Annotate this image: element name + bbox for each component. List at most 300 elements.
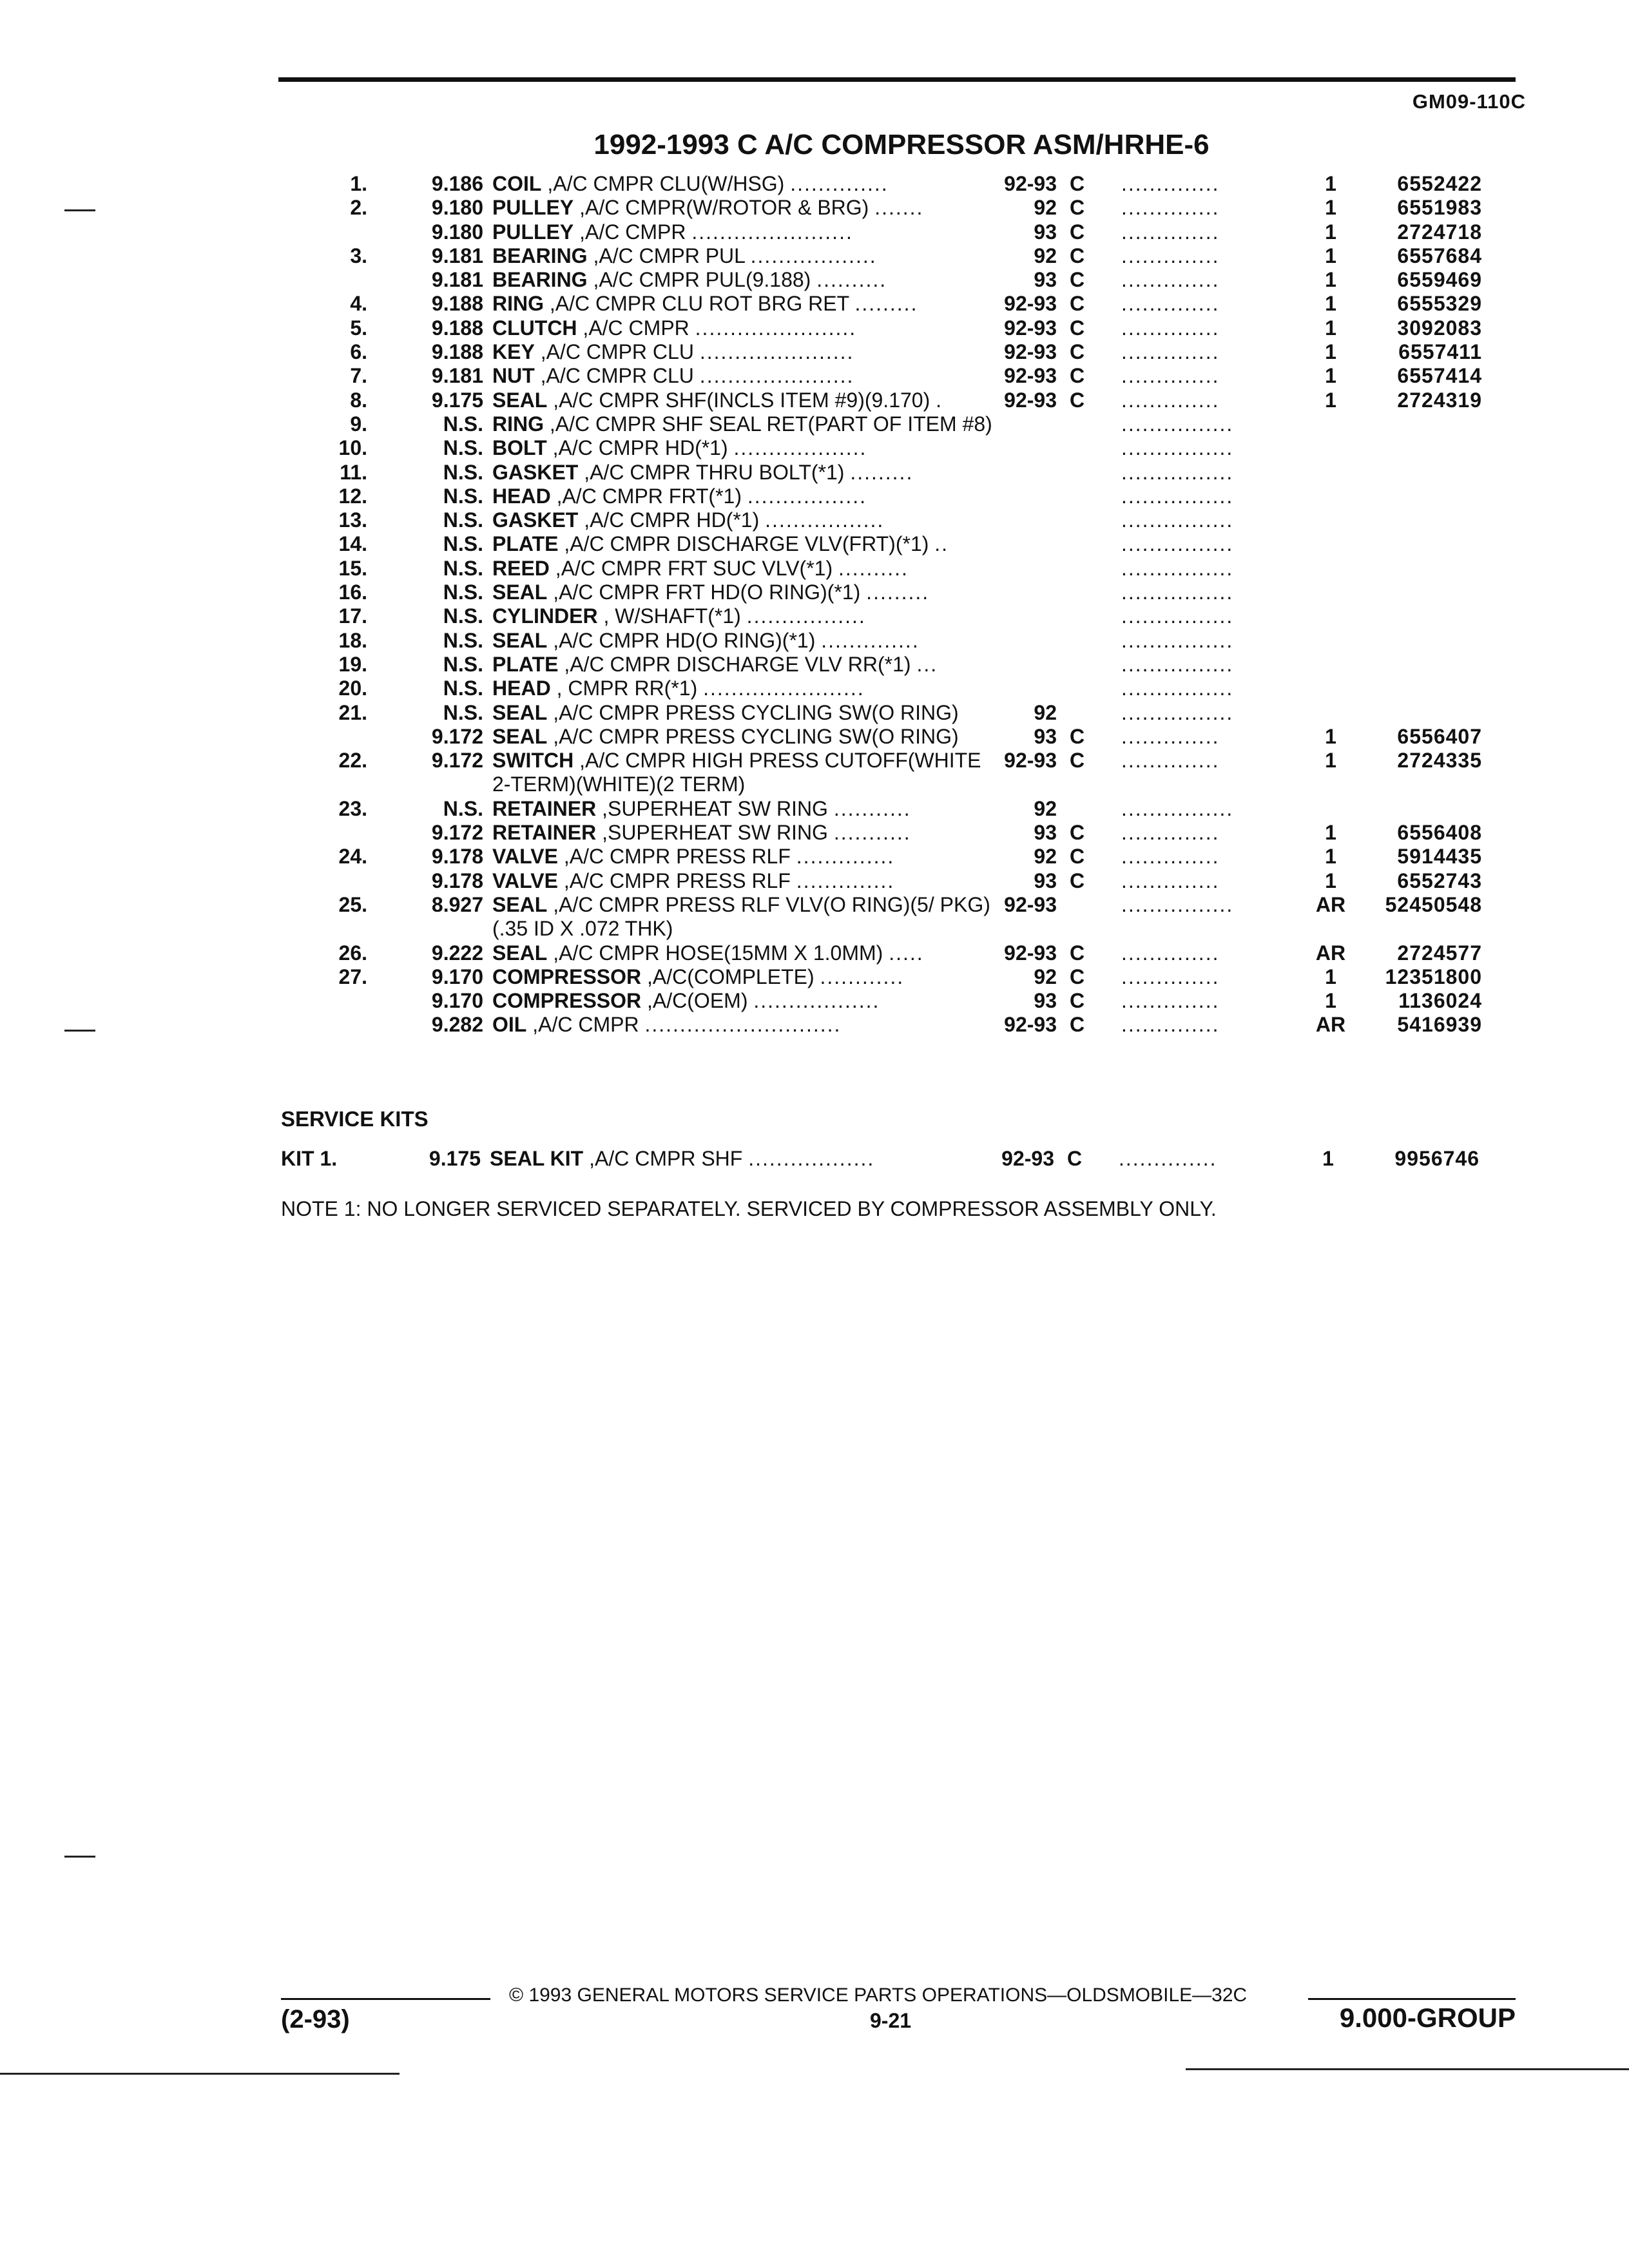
- kit-leader: ..............: [1119, 1147, 1217, 1170]
- part-name: GASKET: [492, 460, 579, 484]
- part-desc: ,A/C CMPR SHF SEAL RET(PART OF ITEM #8): [549, 412, 992, 436]
- part-desc: ,A/C CMPR CLU: [540, 340, 694, 364]
- item-number: 11.: [340, 460, 367, 484]
- part-row: [284, 629, 1521, 653]
- quantity: AR: [1315, 941, 1346, 965]
- quantity: AR: [1315, 1013, 1346, 1037]
- part-number: [1353, 412, 1482, 436]
- leader-dots: ................: [1121, 700, 1234, 724]
- years: 92-93: [1004, 1013, 1057, 1037]
- series: C: [1070, 821, 1085, 845]
- years: [992, 604, 1057, 628]
- series: [1057, 677, 1102, 700]
- series: [1057, 653, 1102, 677]
- part-row: [284, 268, 1521, 292]
- part-name: SEAL: [492, 892, 548, 916]
- part-desc: ,A/C CMPR PRESS RLF: [563, 869, 791, 892]
- part-description: [483, 653, 992, 677]
- series: C: [1070, 196, 1085, 220]
- years: 92-93: [1004, 364, 1057, 388]
- quantity: 1: [1325, 172, 1336, 195]
- years: 93: [1034, 989, 1057, 1013]
- series: [1057, 581, 1102, 604]
- part-row: [284, 316, 1521, 340]
- part-number: [1353, 629, 1482, 653]
- part-row: [284, 485, 1521, 508]
- part-name: SWITCH: [492, 749, 574, 773]
- part-row: [284, 436, 1521, 460]
- years: [992, 557, 1057, 581]
- years: [992, 532, 1057, 556]
- group-number: N.S.: [443, 436, 483, 460]
- quantity: [1308, 797, 1353, 821]
- item-number: 20.: [338, 677, 367, 700]
- part-number: 6556407: [1397, 724, 1482, 748]
- quantity: [1308, 677, 1353, 700]
- item-number: [284, 1013, 367, 1037]
- part-name: SEAL: [492, 628, 548, 652]
- series: C: [1070, 965, 1085, 988]
- part-dots: .........: [850, 460, 914, 484]
- part-description: [483, 532, 992, 556]
- quantity: 1: [1325, 845, 1336, 869]
- part-dots: ..................: [753, 989, 880, 1013]
- quantity: 1: [1325, 869, 1336, 892]
- quantity: [1308, 653, 1353, 677]
- part-name: HEAD: [492, 484, 551, 508]
- item-number: 10.: [338, 436, 367, 460]
- leader-dots: ................: [1121, 796, 1234, 820]
- part-row: [284, 172, 1521, 196]
- group-number: 9.170: [431, 965, 483, 988]
- item-number: 19.: [338, 652, 367, 676]
- part-description: [483, 364, 992, 388]
- part-description: [483, 436, 992, 460]
- part-desc: ,A/C CMPR THRU BOLT(*1): [584, 460, 845, 484]
- quantity: [1308, 581, 1353, 604]
- years: 92-93: [1004, 316, 1057, 340]
- leader-dots: ................: [1121, 460, 1234, 484]
- quantity: [1308, 532, 1353, 556]
- group-number: N.S.: [443, 628, 483, 652]
- group-number: N.S.: [443, 604, 483, 628]
- part-desc: ,A/C CMPR PRESS RLF VLV(O RING)(5/ PKG)(.35 ID X .072 THK): [492, 892, 990, 941]
- group-number: 9.180: [431, 196, 483, 220]
- part-number: 2724577: [1397, 941, 1482, 965]
- part-dots: .........: [854, 292, 918, 316]
- item-number: 17.: [338, 604, 367, 628]
- part-row: [284, 893, 1521, 941]
- group-number: 9.181: [431, 268, 483, 292]
- group-number: 9.172: [431, 821, 483, 845]
- part-number: 2724319: [1397, 388, 1482, 412]
- years: 92-93: [1004, 292, 1057, 316]
- group-number: N.S.: [443, 796, 483, 820]
- part-dots: .........: [866, 581, 930, 604]
- series: [1057, 485, 1102, 508]
- part-name: SEAL: [492, 941, 548, 965]
- top-rule: [278, 77, 1516, 82]
- part-name: BEARING: [492, 244, 588, 267]
- group-number: 9.282: [431, 1013, 483, 1037]
- part-number: [1353, 436, 1482, 460]
- group-number: 9.178: [431, 869, 483, 892]
- part-number: 6557411: [1398, 340, 1482, 364]
- part-description: [483, 797, 992, 821]
- scan-mark: [64, 1856, 95, 1858]
- part-name: RETAINER: [492, 796, 597, 820]
- part-dots: ..........: [816, 268, 887, 292]
- quantity: [1308, 412, 1353, 436]
- part-row: [284, 653, 1521, 677]
- part-name: PLATE: [492, 532, 559, 556]
- leader-dots: ..............: [1121, 292, 1220, 316]
- years: 92-93: [1004, 388, 1057, 412]
- series: [1057, 412, 1102, 436]
- part-dots: ..: [934, 532, 949, 556]
- leader-dots: ..............: [1121, 364, 1220, 388]
- item-number: 9.: [350, 412, 367, 436]
- quantity: 1: [1325, 196, 1336, 220]
- part-description: [483, 965, 992, 989]
- leader-dots: ..............: [1121, 941, 1220, 965]
- kit-years: 92-93: [1001, 1147, 1054, 1170]
- series: [1057, 893, 1102, 941]
- series: C: [1070, 172, 1085, 195]
- series: [1057, 797, 1102, 821]
- kit-part-number: 9956746: [1394, 1147, 1480, 1170]
- series: C: [1070, 941, 1085, 965]
- part-dots: .....: [889, 941, 924, 965]
- part-description: [483, 461, 992, 485]
- years: [992, 653, 1057, 677]
- part-name: RING: [492, 292, 544, 316]
- series: C: [1070, 316, 1085, 340]
- group-number: 9.181: [431, 364, 483, 388]
- quantity: 1: [1325, 989, 1336, 1013]
- part-name: CYLINDER: [492, 604, 598, 628]
- series: [1057, 436, 1102, 460]
- group-number: N.S.: [443, 412, 483, 436]
- leader-dots: ..............: [1121, 965, 1220, 988]
- part-number: [1353, 461, 1482, 485]
- part-row: [284, 196, 1521, 220]
- leader-dots: ..............: [1121, 340, 1220, 364]
- years: 93: [1034, 268, 1057, 292]
- quantity: 1: [1325, 821, 1336, 845]
- series: C: [1070, 364, 1085, 388]
- part-desc: ,A/C CMPR PUL(9.188): [593, 268, 811, 292]
- part-description: [483, 1013, 992, 1037]
- part-dots: ..........: [838, 556, 909, 580]
- leader-dots: ................: [1121, 532, 1234, 556]
- series: C: [1070, 724, 1085, 748]
- group-number: 9.181: [431, 244, 483, 267]
- series: C: [1070, 268, 1085, 292]
- part-name: COIL: [492, 172, 542, 195]
- leader-dots: ..............: [1121, 268, 1220, 292]
- quantity: 1: [1325, 316, 1336, 340]
- part-dots: ......................: [699, 364, 854, 388]
- item-number: 16.: [338, 581, 367, 604]
- part-row: [284, 532, 1521, 556]
- part-number: 3092083: [1397, 316, 1482, 340]
- part-number: 1136024: [1398, 989, 1482, 1013]
- series: [1057, 701, 1102, 725]
- part-number: 5914435: [1397, 845, 1482, 869]
- page-number: 9-21: [870, 2009, 912, 2032]
- group-number: N.S.: [443, 460, 483, 484]
- part-number: [1353, 701, 1482, 725]
- part-dots: ............: [820, 965, 905, 988]
- part-desc: ,A/C CMPR HIGH PRESS CUTOFF(WHITE 2-TERM)(WHITE)(2 TERM): [492, 749, 981, 796]
- years: 93: [1034, 724, 1057, 748]
- item-number: 27.: [338, 965, 367, 988]
- group-number: 9.175: [431, 388, 483, 412]
- group-number: 9.188: [431, 292, 483, 316]
- part-name: SEAL: [492, 724, 548, 748]
- part-name: COMPRESSOR: [492, 965, 642, 988]
- parts-list: [284, 172, 1521, 1037]
- service-kits-heading: SERVICE KITS: [281, 1107, 429, 1131]
- scan-mark: [64, 209, 95, 211]
- part-desc: , W/SHAFT(*1): [603, 604, 741, 628]
- series: C: [1070, 388, 1085, 412]
- item-number: 25.: [338, 892, 367, 916]
- leader-dots: ..............: [1121, 845, 1220, 869]
- page-title: 1992-1993 C A/C COMPRESSOR ASM/HRHE-6: [593, 129, 1210, 160]
- years: 93: [1034, 821, 1057, 845]
- group-number: N.S.: [443, 532, 483, 556]
- part-row: [284, 220, 1521, 244]
- group-number: 9.188: [431, 316, 483, 340]
- part-name: VALVE: [492, 869, 558, 892]
- part-name: CLUTCH: [492, 316, 577, 340]
- part-number: 2724718: [1397, 220, 1482, 244]
- part-row: [284, 412, 1521, 436]
- series: C: [1070, 220, 1085, 244]
- series: [1057, 604, 1102, 628]
- part-desc: ,A/C CMPR HD(*1): [584, 508, 760, 532]
- part-name: HEAD: [492, 677, 551, 700]
- part-dots: ..............: [790, 172, 889, 195]
- part-number: [1353, 604, 1482, 628]
- part-name: RETAINER: [492, 821, 597, 845]
- part-number: 6552743: [1397, 869, 1482, 892]
- part-desc: ,A/C CMPR FRT HD(O RING)(*1): [553, 581, 861, 604]
- part-name: COMPRESSOR: [492, 989, 642, 1013]
- part-number: [1353, 532, 1482, 556]
- part-dots: .......................: [703, 677, 865, 700]
- leader-dots: ..............: [1121, 749, 1220, 773]
- part-number: [1353, 557, 1482, 581]
- part-desc: ,A/C CMPR SHF(INCLS ITEM #9)(9.170): [553, 388, 930, 412]
- part-row: [284, 461, 1521, 485]
- part-desc: ,SUPERHEAT SW RING: [602, 821, 828, 845]
- part-name: PLATE: [492, 652, 559, 676]
- part-dots: ......................: [699, 340, 854, 364]
- part-row: [284, 725, 1521, 749]
- part-row: [284, 965, 1521, 989]
- item-number: 23.: [338, 796, 367, 820]
- item-number: [284, 725, 367, 749]
- quantity: 1: [1325, 388, 1336, 412]
- service-kit-row: [281, 1147, 1521, 1171]
- item-number: 1.: [350, 172, 367, 195]
- part-description: [483, 989, 992, 1013]
- item-number: 12.: [338, 484, 367, 508]
- part-row: [284, 989, 1521, 1013]
- part-description: [483, 941, 992, 965]
- part-desc: , CMPR RR(*1): [556, 677, 698, 700]
- part-row: [284, 340, 1521, 364]
- part-dots: .......................: [691, 220, 853, 244]
- part-number: 6551983: [1397, 196, 1482, 220]
- group-number: 9.222: [431, 941, 483, 965]
- item-number: [284, 869, 367, 893]
- kit-series: C: [1067, 1147, 1083, 1170]
- part-dots: .......................: [695, 316, 857, 340]
- part-description: [483, 220, 992, 244]
- years: 92: [1034, 965, 1057, 988]
- part-number: 6559469: [1397, 268, 1482, 292]
- part-dots: .................: [765, 508, 885, 532]
- part-row: [284, 821, 1521, 845]
- part-dots: ...: [916, 652, 938, 676]
- group-number: N.S.: [443, 652, 483, 676]
- part-description: [483, 604, 992, 628]
- part-number: [1353, 508, 1482, 532]
- quantity: 1: [1325, 965, 1336, 988]
- part-desc: ,A/C CMPR PRESS RLF: [563, 845, 791, 869]
- part-description: [483, 869, 992, 893]
- part-description: [483, 677, 992, 700]
- part-row: [284, 581, 1521, 604]
- part-row: [284, 244, 1521, 268]
- group-number: 9.180: [431, 220, 483, 244]
- item-number: 24.: [338, 845, 367, 869]
- part-number: [1353, 653, 1482, 677]
- part-row: [284, 508, 1521, 532]
- years: 92: [1034, 700, 1057, 724]
- part-name: GASKET: [492, 508, 579, 532]
- years: [992, 436, 1057, 460]
- part-description: [483, 893, 992, 941]
- part-description: [483, 701, 992, 725]
- part-row: [284, 364, 1521, 388]
- leader-dots: ................: [1121, 677, 1234, 700]
- series: C: [1070, 1013, 1085, 1037]
- item-number: 13.: [338, 508, 367, 532]
- group-number: N.S.: [443, 484, 483, 508]
- series: [1057, 508, 1102, 532]
- part-name: SEAL: [492, 388, 548, 412]
- quantity: [1308, 508, 1353, 532]
- part-description: [483, 508, 992, 532]
- part-description: [483, 292, 992, 316]
- part-number: 6552422: [1397, 172, 1482, 195]
- part-description: [483, 725, 992, 749]
- item-number: 15.: [338, 556, 367, 580]
- leader-dots: ..............: [1121, 316, 1220, 340]
- part-dots: ...........: [833, 796, 911, 820]
- item-number: 5.: [350, 316, 367, 340]
- group-number: N.S.: [443, 700, 483, 724]
- part-description: [483, 196, 992, 220]
- part-description: [483, 316, 992, 340]
- years: 92: [1034, 845, 1057, 869]
- part-name: RING: [492, 412, 544, 436]
- copyright: © 1993 GENERAL MOTORS SERVICE PARTS OPERATIONS—OLDSMOBILE—32C: [509, 1984, 1248, 2006]
- years: 92-93: [1004, 749, 1057, 773]
- group-number: N.S.: [443, 581, 483, 604]
- part-desc: ,A/C CMPR HD(*1): [552, 436, 728, 460]
- part-dots: .......: [874, 196, 924, 220]
- item-number: 22.: [338, 749, 367, 773]
- years: [992, 508, 1057, 532]
- part-description: [483, 340, 992, 364]
- part-name: PULLEY: [492, 220, 574, 244]
- part-dots: ..............: [821, 628, 920, 652]
- series: [1057, 629, 1102, 653]
- footer-date: (2-93): [281, 2005, 350, 2033]
- group-number: N.S.: [443, 508, 483, 532]
- part-description: [483, 172, 992, 196]
- series: [1057, 557, 1102, 581]
- part-description: [483, 629, 992, 653]
- item-number: 21.: [338, 700, 367, 724]
- part-row: [284, 797, 1521, 821]
- quantity: 1: [1325, 340, 1336, 364]
- quantity: [1308, 485, 1353, 508]
- part-desc: ,A/C CMPR PRESS CYCLING SW(O RING): [553, 724, 959, 748]
- part-row: [284, 1013, 1521, 1037]
- part-description: [483, 749, 992, 797]
- scan-line: [0, 2073, 400, 2075]
- kit-qty: 1: [1322, 1147, 1334, 1170]
- footer-group: 9.000-GROUP: [1339, 2003, 1516, 2033]
- leader-dots: ................: [1121, 436, 1234, 460]
- part-desc: ,A/C CMPR CLU ROT BRG RET: [549, 292, 849, 316]
- quantity: 1: [1325, 364, 1336, 388]
- leader-dots: ................: [1121, 892, 1234, 916]
- leader-dots: ..............: [1121, 196, 1220, 220]
- part-desc: ,A/C CMPR CLU: [540, 364, 694, 388]
- part-number: [1353, 485, 1482, 508]
- leader-dots: ..............: [1121, 989, 1220, 1013]
- part-number: 6557684: [1397, 244, 1482, 267]
- part-row: [284, 557, 1521, 581]
- years: 92-93: [1004, 892, 1057, 916]
- kit-group: 9.175: [429, 1147, 481, 1170]
- part-dots: ..............: [796, 845, 895, 869]
- series: C: [1070, 989, 1085, 1013]
- part-row: [284, 749, 1521, 797]
- part-name: VALVE: [492, 845, 558, 869]
- part-desc: ,A/C CMPR DISCHARGE VLV RR(*1): [564, 652, 911, 676]
- item-number: 4.: [350, 292, 367, 316]
- years: 93: [1034, 869, 1057, 892]
- part-row: [284, 389, 1521, 412]
- scan-mark: [64, 1030, 95, 1032]
- part-number: 52450548: [1385, 892, 1482, 916]
- part-row: [284, 604, 1521, 628]
- part-name: OIL: [492, 1013, 527, 1037]
- part-row: [284, 941, 1521, 965]
- part-row: [284, 292, 1521, 316]
- series: C: [1070, 845, 1085, 869]
- item-number: 26.: [338, 941, 367, 965]
